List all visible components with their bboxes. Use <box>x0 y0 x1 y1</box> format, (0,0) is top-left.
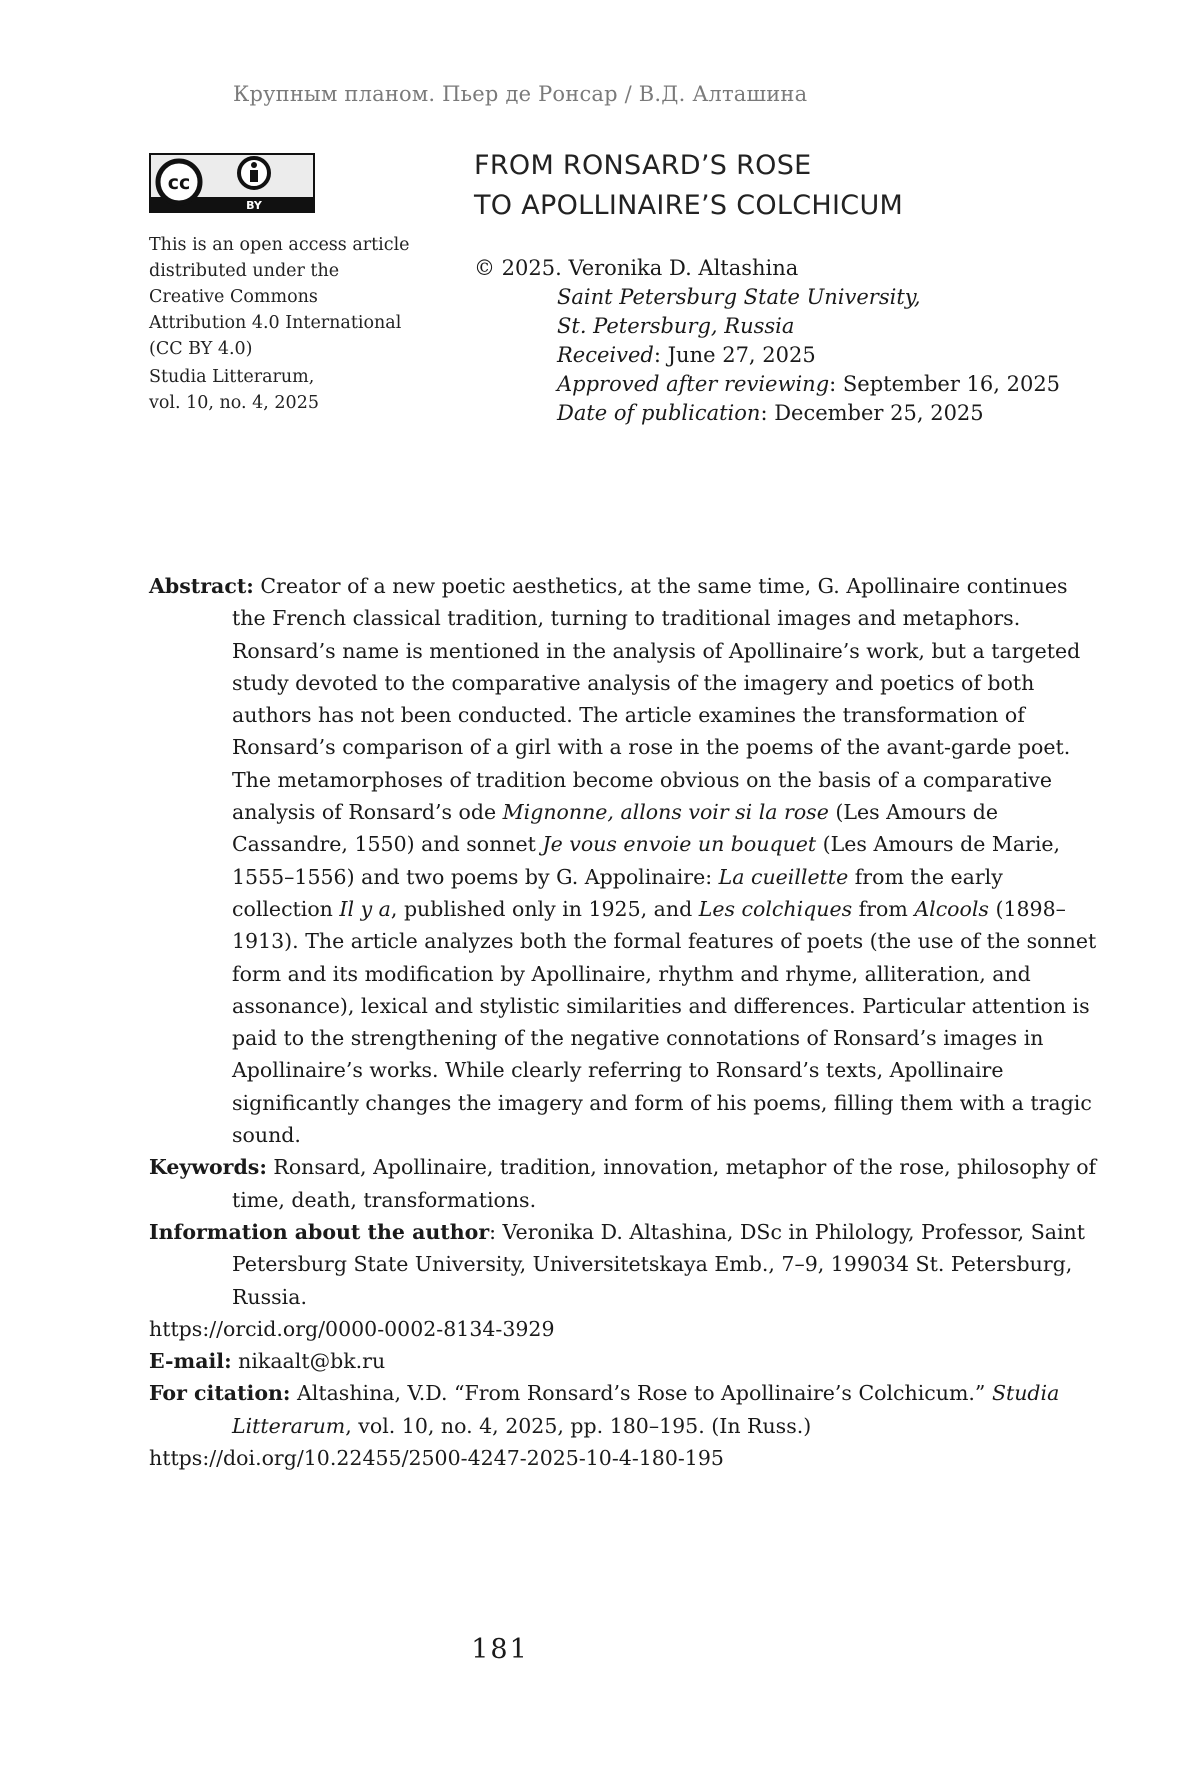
svg-text:BY: BY <box>246 199 262 212</box>
keywords-paragraph: Keywords: Ronsard, Apollinaire, tradition, innovation, metaphor of the rose, philosophy of time, death, transformations. <box>149 1155 1097 1212</box>
journal-reference <box>149 364 409 416</box>
abstract-label: Abstract: <box>149 574 254 598</box>
cc-by-icon <box>149 153 315 213</box>
title-line-1: FROM RONSARD’S ROSE <box>474 150 812 181</box>
license-text: This is an open access article distributed under the Creative Commons Attribution 4.0 International (CC BY 4.0) <box>149 235 410 359</box>
abstract-paragraph: Abstract: Creator of a new poetic aesthetics, at the same time, G. Apollinaire continues the French classical tradition, turning to traditional images and metaphors. Ronsard’s name is mentioned in the analysis of Apollinaire’s work, but a targeted study devoted to the comparative analysis of the imagery and poetics of both authors has not been conducted. The article examines the transformation of Ronsard’s comparison of a girl with a rose in the poems of the avant-garde poet. The metamorphoses of tradition become obvious on the basis of a comparative analysis of Ronsard’s ode Mignonne, allons voir si la rose (Les Amours de Cassandre, 1550) and sonnet Je vous envoie un bouquet (Les Amours de Marie, 1555–1556) and two poems by G. Appolinaire: La cueillette from the early collection Il y a, published only in 1925, and Les colchiques from Alcools (1898–1913). The article analyzes both the formal features of poets (the use of the sonnet form and its modification by Apollinaire, rhythm and rhyme, alliteration, and assonance), lexical and stylistic similarities and differences. Particular attention is paid to the strengthening of the negative connotations of Ronsard’s images in Apollinaire’s works. While clearly referring to Ronsard’s texts, Apollinaire significantly changes the imagery and form of his poems, filling them with a tragic sound. <box>149 574 1097 1148</box>
doi-link[interactable]: https://doi.org/10.22455/2500-4247-2025-10-4-180-195 <box>149 1446 724 1471</box>
author-info-label: Information about the author <box>149 1219 490 1244</box>
email-paragraph <box>149 1345 1099 1377</box>
article-title <box>474 146 1134 226</box>
journal-name: Studia Litterarum, <box>149 367 315 387</box>
article-meta <box>474 254 1134 428</box>
abstract-section <box>149 570 1099 1474</box>
citation-label: For citation: <box>149 1381 291 1406</box>
title-line-2: TO APOLLINAIRE’S COLCHICUM <box>474 190 904 221</box>
journal-issue: vol. 10, no. 4, 2025 <box>149 393 319 413</box>
copyright-line: © 2025. Veronika D. Altashina <box>474 256 799 280</box>
author-info-paragraph: Information about the author: Veronika D. Altashina, DSc in Philology, Professor, Saint Petersburg State University, Universitetskaya Emb., 7–9, 199034 St. Petersburg, Russia. https://orcid.org/0000-0002-8134-3929 <box>149 1216 1099 1345</box>
email-value[interactable]: nikaalt@bk.ru <box>231 1349 386 1374</box>
affiliation-line-1: Saint Petersburg State University, <box>557 285 921 309</box>
svg-text:cc: cc <box>167 172 191 194</box>
approved-date: Approved after reviewing: September 16, 2025 <box>557 372 1061 396</box>
page-number: 181 <box>471 1634 529 1665</box>
orcid-link[interactable]: https://orcid.org/0000-0002-8134-3929 <box>149 1316 555 1341</box>
citation-paragraph: For citation: Altashina, V.D. “From Ronsard’s Rose to Apollinaire’s Colchicum.” Studia Litterarum, vol. 10, no. 4, 2025, pp. 180–195. (In Russ.) https://doi.org/10.22455/2500-4247-2025-10-4-180-195 <box>149 1377 1099 1474</box>
affiliation-line-2: St. Petersburg, Russia <box>557 314 795 338</box>
keywords-label: Keywords: <box>149 1155 267 1180</box>
running-title: Крупным планом. Пьер де Ронсар / В.Д. Алташина <box>233 82 808 106</box>
email-label: E-mail: <box>149 1349 232 1374</box>
publication-date: Date of publication: December 25, 2025 <box>557 401 984 425</box>
received-date: Received: June 27, 2025 <box>557 343 816 367</box>
